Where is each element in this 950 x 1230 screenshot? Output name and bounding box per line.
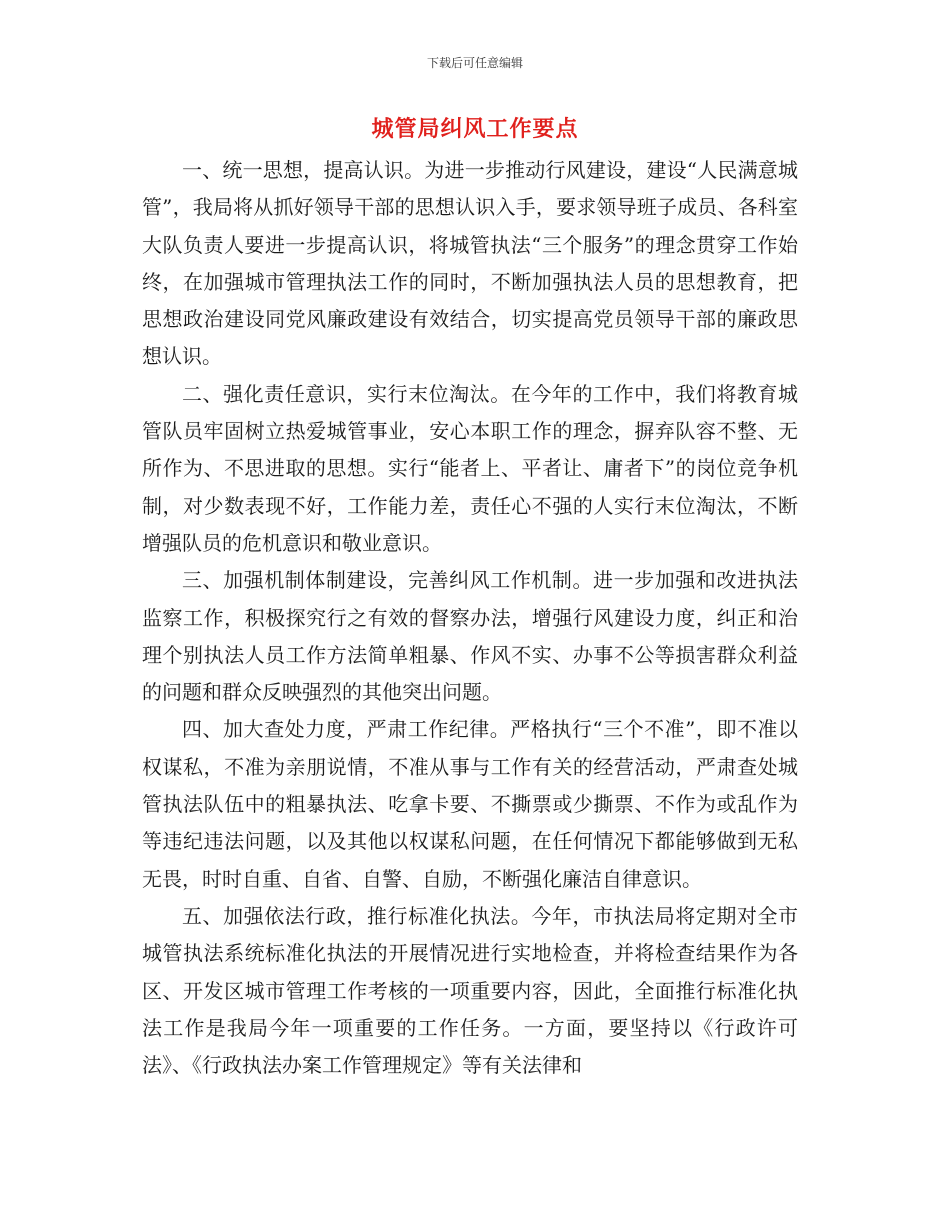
paragraph-5: 五、加强依法行政，推行标准化执法。今年，市执法局将定期对全市城管执法系统标准化执法的开展情况进行实地检查，并将检查结果作为各区、开发区城市管理工作考核的一项重要内容，因此，全面推行标准化执法工作是我局今年一项重要的工作任务。一方面，要坚持以《行政许可法》、《行政执法办案工作管理规定》等有关法律和: [142, 903, 798, 1078]
paragraph-2: 二、强化责任意识，实行末位淘汰。在今年的工作中，我们将教育城管队员牢固树立热爱城管事业，安心本职工作的理念，摒弃队容不整、无所作为、不思进取的思想。实行“能者上、平者让、庸者下”的岗位竞争机制，对少数表现不好，工作能力差，责任心不强的人实行末位淘汰，不断增强队员的危机意识和敬业意识。: [142, 381, 798, 555]
paragraph-1: 一、统一思想，提高认识。为进一步推动行风建设，建设“人民满意城管”，我局将从抓好领导干部的思想认识入手，要求领导班子成员、各科室大队负责人要进一步提高认识，将城管执法“三个服务”的理念贯穿工作始终，在加强城市管理执法工作的同时，不断加强执法人员的思想教育，把思想政治建设同党风廉政建设有效结合，切实提高党员领导干部的廉政思想认识。: [142, 158, 798, 369]
document-title: 城管局纠风工作要点: [371, 116, 579, 142]
document-body: [142, 152, 798, 1084]
paragraph-3: 三、加强机制体制建设，完善纠风工作机制。进一步加强和改进执法监察工作，积极探究行之有效的督察办法，增强行风建设力度，纠正和治理个别执法人员工作方法简单粗暴、作风不实、办事不公等损害群众利益的问题和群众反映强烈的其他突出问题。: [142, 568, 798, 705]
page-header-note: 下载后可任意编辑: [426, 56, 523, 70]
paragraph-4: 四、加大查处力度，严肃工作纪律。严格执行“三个不准”，即不准以权谋私，不准为亲朋说情，不准从事与工作有关的经营活动，严肃查处城管执法队伍中的粗暴执法、吃拿卡要、不撕票或少撕票、不作为或乱作为等违纪违法问题，以及其他以权谋私问题，在任何情况下都能够做到无私无畏，时时自重、自省、自警、自励，不断强化廉洁自律意识。: [142, 717, 798, 891]
